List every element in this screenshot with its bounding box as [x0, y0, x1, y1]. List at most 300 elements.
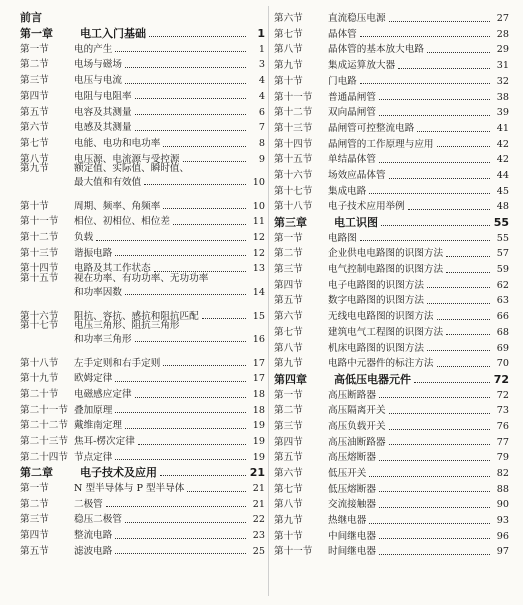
- toc-section-title: 电能、电功和电功率: [74, 137, 161, 149]
- toc-page-number: 82: [496, 468, 509, 480]
- toc-leader-dots: [125, 294, 246, 295]
- toc-section-number: 第六节: [274, 311, 303, 323]
- toc-entry[interactable]: [274, 432, 509, 448]
- toc-page-number: 97: [496, 546, 509, 558]
- toc-section-number: 第十六节: [274, 169, 313, 181]
- toc-section-title: 焦耳-楞次定律: [74, 436, 135, 448]
- toc-section-title: 无线电电路图的识图方法: [328, 311, 434, 323]
- toc-section-number: 第二十二节: [20, 420, 68, 432]
- toc-entry[interactable]: [274, 290, 509, 306]
- toc-section-number: 第三节: [274, 264, 303, 276]
- toc-leader-dots: [427, 303, 490, 304]
- toc-chapter-entry[interactable]: [274, 369, 509, 385]
- toc-page-number: 88: [496, 483, 509, 495]
- toc-entry[interactable]: [20, 494, 265, 510]
- toc-entry[interactable]: [20, 400, 265, 416]
- toc-entry[interactable]: [20, 384, 265, 400]
- toc-leader-dots: [417, 131, 490, 132]
- toc-section-number: 第十六节: [20, 310, 59, 322]
- toc-page-number: 90: [496, 499, 509, 511]
- toc-section-title: 电子电路图的识图方法: [328, 279, 424, 291]
- toc-page-number: 76: [496, 420, 509, 432]
- toc-section-number: 第十三节: [20, 247, 59, 259]
- toc-section-title: 高压断路器: [328, 389, 376, 401]
- toc-leader-dots: [135, 397, 246, 398]
- toc-entry[interactable]: [20, 227, 265, 243]
- toc-section-title: 滤波电路: [74, 545, 113, 557]
- toc-entry[interactable]: [20, 274, 265, 305]
- toc-entry[interactable]: [20, 368, 265, 384]
- column-divider: [268, 6, 269, 596]
- toc-leader-dots: [154, 271, 246, 272]
- toc-page-number: 55: [496, 232, 509, 244]
- toc-section-title: 电路及其工作状态: [74, 263, 151, 275]
- toc-section-number: 第十一节: [274, 91, 313, 103]
- toc-entry[interactable]: [274, 24, 509, 40]
- toc-entry[interactable]: [20, 258, 265, 274]
- toc-page-number: 21: [249, 465, 265, 479]
- toc-section-title: 电的产生: [74, 43, 113, 55]
- toc-leader-dots: [125, 67, 246, 68]
- toc-section-number: 第十五节: [20, 273, 59, 285]
- toc-leader-dots: [115, 538, 246, 539]
- toc-leader-dots: [135, 130, 246, 131]
- toc-entry[interactable]: [20, 117, 265, 133]
- toc-chapter-title: 高低压电器元件: [334, 372, 411, 386]
- toc-section-title: 低压熔断器: [328, 483, 376, 495]
- toc-section-title: 门电路: [328, 75, 357, 87]
- toc-page-number: 16: [252, 333, 265, 345]
- toc-page-number: 10: [252, 200, 265, 212]
- toc-page-number: 66: [496, 311, 509, 323]
- toc-leader-dots: [446, 256, 490, 257]
- toc-entry[interactable]: [20, 305, 265, 321]
- toc-section-number: 第五节: [20, 545, 49, 557]
- toc-entry[interactable]: [274, 86, 509, 102]
- toc-page-number: 6: [258, 106, 265, 118]
- toc-section-title: 晶体管: [328, 28, 357, 40]
- toc-section-title: 阻抗、容抗、感抗和阻抗匹配: [74, 310, 199, 322]
- toc-section-number: 第五节: [274, 452, 303, 464]
- toc-section-title: 电阻与电阻率: [74, 90, 132, 102]
- toc-section-title: 集成电路: [328, 185, 367, 197]
- toc-page-number: 17: [252, 373, 265, 385]
- toc-leader-dots: [437, 319, 490, 320]
- toc-section-title: 机床电路图的识图方法: [328, 342, 424, 354]
- toc-section-number: 第二节: [274, 248, 303, 260]
- toc-entry[interactable]: [20, 39, 265, 55]
- toc-chapter-entry[interactable]: [20, 462, 265, 478]
- toc-leader-dots: [163, 208, 246, 209]
- toc-entry[interactable]: [274, 102, 509, 118]
- toc-chapter-entry[interactable]: [274, 212, 509, 228]
- toc-entry[interactable]: [20, 541, 265, 557]
- toc-section-title: 场效应晶体管: [328, 169, 386, 181]
- toc-section-number: 第十八节: [20, 357, 59, 369]
- toc-section-title: 电压源、电流源与受控源: [74, 153, 180, 165]
- toc-title-line1: 视在功率、有功功率、无功功率: [74, 273, 209, 285]
- toc-leader-dots: [115, 381, 246, 382]
- toc-section-number: 第十节: [274, 530, 303, 542]
- toc-title-line2-row: [72, 335, 265, 345]
- toc-section-title: 低压开关: [328, 468, 367, 480]
- toc-section-number: 第十五节: [274, 154, 313, 166]
- toc-entry[interactable]: [274, 228, 509, 244]
- toc-section-number: 第九节: [274, 60, 303, 72]
- toc-entry[interactable]: [20, 86, 265, 102]
- toc-leader-dots: [187, 491, 246, 492]
- preface-heading[interactable]: [20, 8, 265, 23]
- toc-section-title: 电场与磁场: [74, 59, 122, 71]
- toc-leader-dots: [173, 224, 246, 225]
- toc-section-number: 第十七节: [274, 185, 313, 197]
- toc-title-line2: 和功率三角形: [74, 333, 132, 345]
- toc-section-title: 企业供电电路图的识图方法: [328, 248, 444, 260]
- toc-page-number: 3: [258, 59, 265, 71]
- toc-section-number: 第七节: [274, 483, 303, 495]
- toc-page-number: 93: [496, 515, 509, 527]
- toc-section-number: 第十节: [274, 75, 303, 87]
- toc-leader-dots: [389, 413, 490, 414]
- toc-section-number: 第四节: [274, 279, 303, 291]
- toc-page-number: 1: [258, 43, 265, 55]
- toc-section-number: 第九节: [274, 358, 303, 370]
- toc-entry[interactable]: [20, 211, 265, 227]
- toc-leader-dots: [389, 444, 490, 445]
- toc-page-number: 8: [258, 137, 265, 149]
- toc-leader-dots: [360, 83, 490, 84]
- toc-section-title: 单结晶体管: [328, 154, 376, 166]
- toc-page-number: 69: [496, 342, 509, 354]
- toc-leader-dots: [379, 115, 490, 116]
- toc-section-title: 稳压二极管: [74, 514, 122, 526]
- toc-page-number: 10: [252, 176, 265, 188]
- toc-leader-dots: [163, 146, 246, 147]
- toc-entry[interactable]: [20, 321, 265, 352]
- toc-page-number: 72: [493, 372, 509, 386]
- toc-section-number: 第一节: [274, 232, 303, 244]
- toc-leader-dots: [135, 114, 246, 115]
- toc-page-number: 31: [496, 60, 509, 72]
- toc-page-number: 44: [496, 169, 509, 181]
- toc-title-block: [72, 321, 265, 344]
- toc-page-number: 12: [252, 232, 265, 244]
- toc-page-number: 12: [252, 247, 265, 259]
- toc-page-number: 29: [496, 44, 509, 56]
- toc-leader-dots: [96, 240, 246, 241]
- toc-leader-dots: [135, 341, 246, 342]
- toc-entry[interactable]: [274, 494, 509, 510]
- toc-leader-dots: [369, 523, 490, 524]
- toc-chapter-number: 第二章: [20, 465, 53, 479]
- toc-entry[interactable]: [20, 70, 265, 86]
- toc-page-number: 45: [496, 185, 509, 197]
- toc-section-number: 第九节: [20, 163, 49, 175]
- toc-page-number: 42: [496, 154, 509, 166]
- toc-section-title: 数字电路图的识图方法: [328, 295, 424, 307]
- toc-page-number: 70: [496, 358, 509, 370]
- toc-section-title: 节点定律: [74, 451, 113, 463]
- toc-section-number: 第十节: [20, 200, 49, 212]
- toc-section-number: 第二十四节: [20, 451, 68, 463]
- toc-entry[interactable]: [274, 337, 509, 353]
- toc-entry[interactable]: [274, 416, 509, 432]
- toc-entry[interactable]: [274, 55, 509, 71]
- toc-chapter-number: 第三章: [274, 215, 307, 229]
- toc-leader-dots: [446, 334, 490, 335]
- toc-entry[interactable]: [274, 400, 509, 416]
- toc-title-block: [72, 164, 265, 187]
- toc-title-line1: 电压三角形、阻抗三角形: [74, 320, 180, 332]
- toc-section-title: N 型半导体与 P 型半导体: [74, 483, 185, 495]
- toc-page-number: 72: [496, 389, 509, 401]
- toc-entry[interactable]: [274, 510, 509, 526]
- toc-entry[interactable]: [274, 447, 509, 463]
- toc-section-title: 交流接触器: [328, 499, 376, 511]
- toc-section-title: 电路图: [328, 232, 357, 244]
- toc-entry[interactable]: [274, 385, 509, 401]
- toc-title-line2-row: [72, 178, 265, 188]
- toc-section-title: 左手定则和右手定则: [74, 357, 161, 369]
- toc-entry[interactable]: [274, 8, 509, 24]
- toc-page-number: 4: [258, 75, 265, 87]
- toc-entry[interactable]: [20, 352, 265, 368]
- toc-page-number: 19: [252, 436, 265, 448]
- toc-page-number: 23: [252, 530, 265, 542]
- toc-entry[interactable]: [274, 165, 509, 181]
- toc-entry[interactable]: [274, 118, 509, 134]
- toc-entry[interactable]: [274, 463, 509, 479]
- toc-section-number: 第四节: [274, 436, 303, 448]
- toc-section-number: 第十四节: [274, 138, 313, 150]
- toc-section-title: 整流电路: [74, 530, 113, 542]
- toc-section-title: 戴维南定理: [74, 420, 122, 432]
- toc-page-number: 9: [258, 153, 265, 165]
- toc-leader-dots: [379, 554, 490, 555]
- toc-section-title: 建筑电气工程图的识图方法: [328, 326, 444, 338]
- toc-section-title: 谐振电路: [74, 247, 113, 259]
- toc-page-number: 48: [496, 201, 509, 213]
- toc-section-number: 第五节: [20, 106, 49, 118]
- toc-leader-dots: [183, 161, 246, 162]
- toc-entry[interactable]: [20, 133, 265, 149]
- toc-entry[interactable]: [20, 54, 265, 70]
- toc-page-number: 73: [496, 405, 509, 417]
- toc-chapter-entry[interactable]: [20, 23, 265, 39]
- toc-section-number: 第四节: [20, 530, 49, 542]
- toc-section-number: 第十一节: [20, 216, 59, 228]
- toc-page-number: 18: [252, 404, 265, 416]
- toc-leader-dots: [115, 412, 246, 413]
- toc-section-title: 直流稳压电源: [328, 13, 386, 25]
- toc-section-number: 第三节: [274, 420, 303, 432]
- toc-section-number: 第七节: [274, 28, 303, 40]
- toc-leader-dots: [125, 428, 246, 429]
- toc-page-number: 68: [496, 326, 509, 338]
- toc-entry[interactable]: [274, 134, 509, 150]
- toc-entry[interactable]: [274, 275, 509, 291]
- toc-right-column: [274, 8, 509, 557]
- toc-page-number: 15: [252, 310, 265, 322]
- toc-section-title: 叠加原理: [74, 404, 113, 416]
- toc-section-number: 第八节: [274, 44, 303, 56]
- toc-page-number: 21: [252, 483, 265, 495]
- toc-leader-dots: [144, 184, 246, 185]
- toc-title-line1: 额定值、实际值、瞬时值、: [74, 163, 190, 175]
- toc-leader-dots: [414, 382, 490, 383]
- toc-page-number: 7: [258, 122, 265, 134]
- toc-leader-dots: [379, 99, 490, 100]
- toc-chapter-title: 电子技术及应用: [80, 465, 157, 479]
- toc-entry[interactable]: [20, 101, 265, 117]
- toc-leader-dots: [389, 178, 490, 179]
- toc-leader-dots: [135, 98, 246, 99]
- toc-section-number: 第三节: [20, 514, 49, 526]
- toc-page-number: 11: [252, 216, 265, 228]
- toc-leader-dots: [115, 553, 246, 554]
- toc-section-number: 第六节: [274, 468, 303, 480]
- toc-leader-dots: [149, 36, 246, 37]
- toc-entry[interactable]: [20, 196, 265, 212]
- toc-section-title: 中间继电器: [328, 530, 376, 542]
- toc-leader-dots: [389, 429, 490, 430]
- toc-entry[interactable]: [274, 71, 509, 87]
- toc-leader-dots: [115, 459, 246, 460]
- toc-leader-dots: [446, 272, 490, 273]
- toc-entry[interactable]: [20, 509, 265, 525]
- toc-leader-dots: [437, 146, 490, 147]
- toc-entry[interactable]: [274, 181, 509, 197]
- toc-section-title: 电容及其测量: [74, 106, 132, 118]
- toc-section-number: 第十四节: [20, 263, 59, 275]
- toc-page-number: 32: [496, 75, 509, 87]
- toc-page-number: 25: [252, 545, 265, 557]
- toc-entry[interactable]: [20, 447, 265, 463]
- toc-entry[interactable]: [274, 526, 509, 542]
- toc-leader-dots: [437, 366, 490, 367]
- toc-page-number: 21: [252, 498, 265, 510]
- toc-page-number: 27: [496, 13, 509, 25]
- toc-section-number: 第十八节: [274, 201, 313, 213]
- toc-page-number: 17: [252, 357, 265, 369]
- toc-leader-dots: [379, 162, 490, 163]
- toc-section-title: 电路中元器件的标注方法: [328, 358, 434, 370]
- toc-leader-dots: [125, 83, 246, 84]
- toc-entry[interactable]: [20, 164, 265, 195]
- toc-leader-dots: [379, 507, 490, 508]
- toc-section-number: 第六节: [20, 122, 49, 134]
- toc-leader-dots: [379, 397, 490, 398]
- toc-section-number: 第十三节: [274, 122, 313, 134]
- toc-leader-dots: [369, 476, 490, 477]
- toc-entry[interactable]: [20, 478, 265, 494]
- toc-section-title: 高压油断路器: [328, 436, 386, 448]
- toc-entry[interactable]: [274, 322, 509, 338]
- toc-section-title: 集成运算放大器: [328, 60, 396, 72]
- toc-title-block: [72, 274, 265, 297]
- toc-section-title: 欧姆定律: [74, 373, 113, 385]
- toc-section-title: 电气控制电路图的识图方法: [328, 264, 444, 276]
- toc-leader-dots: [360, 36, 490, 37]
- toc-section-title: 周期、频率、角频率: [74, 200, 161, 212]
- toc-section-number: 第十二节: [274, 107, 313, 119]
- toc-page-number: 19: [252, 420, 265, 432]
- toc-leader-dots: [138, 444, 246, 445]
- toc-leader-dots: [115, 255, 246, 256]
- toc-section-title: 电感及其测量: [74, 122, 132, 134]
- toc-section-number: 第二十一节: [20, 404, 68, 416]
- toc-leader-dots: [408, 209, 490, 210]
- toc-page-number: 59: [496, 264, 509, 276]
- toc-entry[interactable]: [274, 196, 509, 212]
- toc-entry[interactable]: [20, 243, 265, 259]
- toc-entry[interactable]: [274, 259, 509, 275]
- toc-section-number: 第十七节: [20, 320, 59, 332]
- toc-entry[interactable]: [20, 149, 265, 165]
- toc-entry[interactable]: [20, 525, 265, 541]
- toc-chapter-number: 第四章: [274, 372, 307, 386]
- toc-leader-dots: [379, 491, 490, 492]
- toc-section-number: 第二十三节: [20, 436, 68, 448]
- toc-entry[interactable]: [274, 149, 509, 165]
- toc-entry[interactable]: [274, 243, 509, 259]
- toc-leader-dots: [427, 52, 490, 53]
- toc-section-title: 热继电器: [328, 515, 367, 527]
- toc-page-number: 22: [252, 514, 265, 526]
- toc-section-number: 第八节: [274, 499, 303, 511]
- toc-leader-dots: [106, 506, 246, 507]
- toc-section-number: 第九节: [274, 515, 303, 527]
- toc-section-number: 第八节: [274, 342, 303, 354]
- toc-entry[interactable]: [274, 39, 509, 55]
- toc-entry[interactable]: [274, 479, 509, 495]
- toc-leader-dots: [389, 21, 490, 22]
- toc-section-title: 二极管: [74, 498, 103, 510]
- toc-entry[interactable]: [274, 541, 509, 557]
- toc-leader-dots: [369, 193, 490, 194]
- toc-section-number: 第五节: [274, 295, 303, 307]
- toc-leader-dots: [163, 365, 246, 366]
- toc-section-title: 负载: [74, 232, 94, 244]
- toc-section-title: 电压与电流: [74, 75, 122, 87]
- toc-title-line2-row: [72, 288, 265, 298]
- toc-page-number: 41: [496, 122, 509, 134]
- toc-section-number: 第二十节: [20, 388, 59, 400]
- toc-leader-dots: [360, 240, 490, 241]
- toc-entry[interactable]: [274, 306, 509, 322]
- toc-entry[interactable]: [20, 431, 265, 447]
- toc-section-number: 第一节: [274, 389, 303, 401]
- toc-page-number: 13: [252, 263, 265, 275]
- toc-section-number: 第一节: [20, 43, 49, 55]
- toc-section-number: 第四节: [20, 90, 49, 102]
- toc-section-title: 晶体管的基本放大电路: [328, 44, 424, 56]
- toc-page-number: 1: [257, 26, 265, 40]
- toc-entry[interactable]: [274, 353, 509, 369]
- toc-section-number: 第七节: [20, 137, 49, 149]
- toc-section-number: 第一节: [20, 483, 49, 495]
- toc-chapter-number: 第一章: [20, 26, 53, 40]
- toc-leader-dots: [379, 538, 490, 539]
- toc-section-number: 第二节: [274, 405, 303, 417]
- toc-section-number: 第二节: [20, 498, 49, 510]
- toc-page-number: 14: [252, 286, 265, 298]
- toc-section-number: 第八节: [20, 153, 49, 165]
- toc-leader-dots: [160, 475, 246, 476]
- toc-section-title: 高压隔离开关: [328, 405, 386, 417]
- toc-entry[interactable]: [20, 415, 265, 431]
- toc-page-number: 57: [496, 248, 509, 260]
